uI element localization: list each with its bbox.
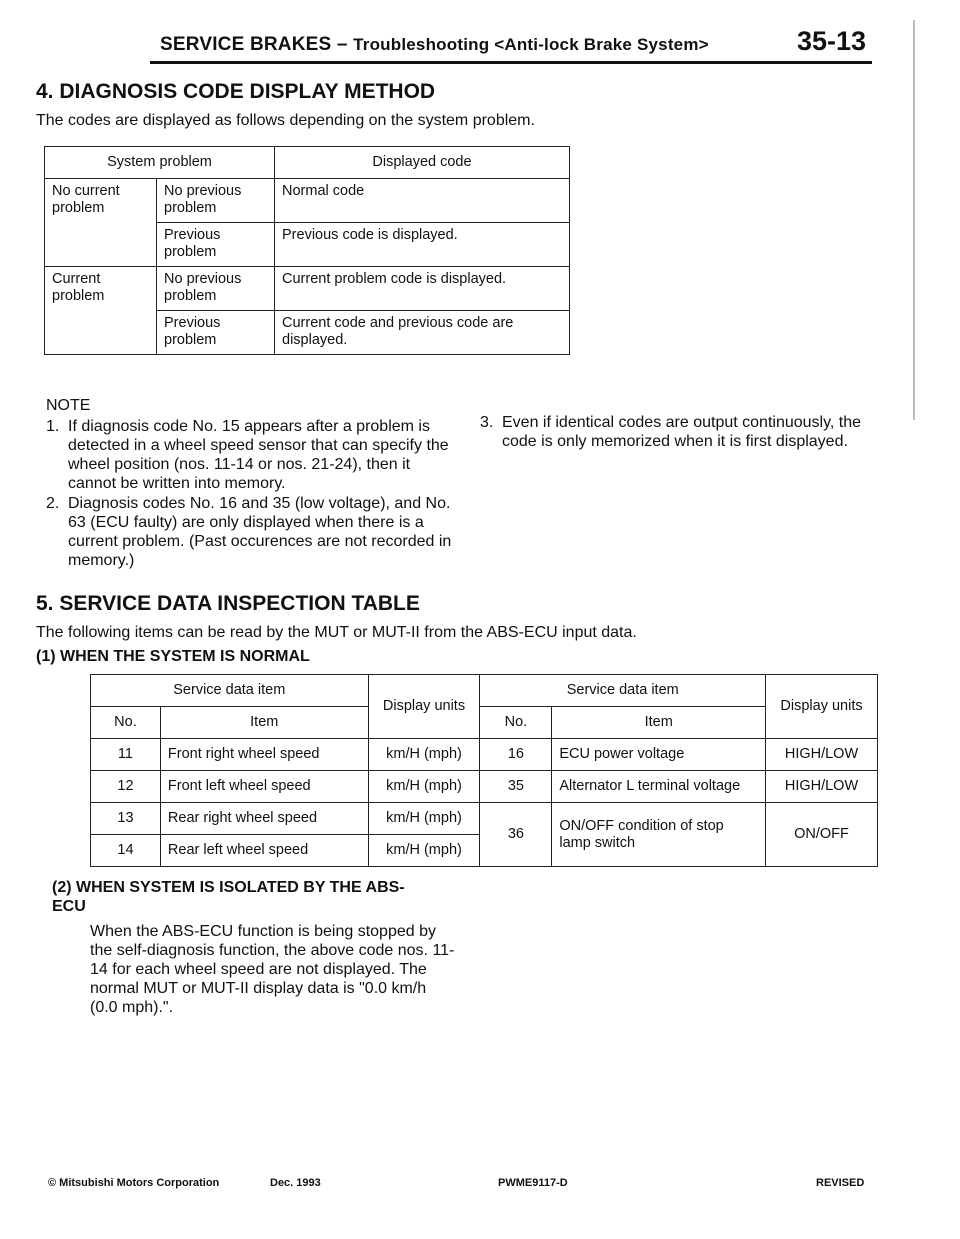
row-item: Front right wheel speed bbox=[160, 739, 368, 771]
h-no: No. bbox=[480, 707, 552, 739]
row-no: 11 bbox=[91, 739, 161, 771]
note-text: If diagnosis code No. 15 appears after a problem is detected in a wheel speed sensor that can specify the wheel position (nos. 11-14 or nos. 21-24), then it cannot be written into memory. bbox=[68, 418, 449, 492]
section5-sub2-text: When the ABS-ECU function is being stopped by the self-diagnosis function, the above code nos. 11-14 for each wheel speed are not displayed. The normal MUT or MUT-II display data is "0.0 km/h (0.0 mph).". bbox=[90, 923, 455, 1016]
col-system-problem: System problem bbox=[45, 147, 275, 179]
section4-intro: The codes are displayed as follows depending on the system problem. bbox=[36, 112, 535, 129]
footer-status: REVISED bbox=[816, 1177, 865, 1189]
col-displayed-code: Displayed code bbox=[275, 147, 570, 179]
group-current: Current problem bbox=[45, 267, 157, 355]
note-item bbox=[46, 417, 456, 493]
row-units: ON/OFF bbox=[766, 803, 878, 867]
row-no: 36 bbox=[480, 803, 552, 867]
row-item: ECU power voltage bbox=[552, 739, 766, 771]
row-no: 12 bbox=[91, 771, 161, 803]
sub-cell: Previous problem bbox=[157, 311, 275, 355]
row-units: HIGH/LOW bbox=[766, 771, 878, 803]
header-dash: – bbox=[336, 34, 348, 55]
h-service-item: Service data item bbox=[480, 675, 766, 707]
page-number: 35-13 bbox=[796, 26, 866, 56]
h-display-units: Display units bbox=[368, 675, 480, 739]
code-cell: Current code and previous code are displayed. bbox=[275, 311, 570, 355]
footer-code: PWME9117-D bbox=[498, 1177, 568, 1189]
row-units: km/H (mph) bbox=[368, 739, 480, 771]
note-num: 1. bbox=[46, 418, 60, 435]
row-units: HIGH/LOW bbox=[766, 739, 878, 771]
section5-intro: The following items can be read by the MUT or MUT-II from the ABS-ECU input data. bbox=[36, 624, 637, 641]
page-header bbox=[150, 22, 872, 64]
group-no-current: No current problem bbox=[45, 179, 157, 267]
row-no: 14 bbox=[91, 835, 161, 867]
code-cell: Previous code is displayed. bbox=[275, 223, 570, 267]
row-item: Front left wheel speed bbox=[160, 771, 368, 803]
note-num: 2. bbox=[46, 495, 60, 512]
row-units: km/H (mph) bbox=[368, 835, 480, 867]
h-no: No. bbox=[91, 707, 161, 739]
sub-cell: Previous problem bbox=[157, 223, 275, 267]
note-num: 3. bbox=[480, 414, 494, 431]
note-text: Even if identical codes are output continuously, the code is only memorized when it is first displayed. bbox=[502, 414, 862, 450]
row-units: km/H (mph) bbox=[368, 771, 480, 803]
h-display-units: Display units bbox=[766, 675, 878, 739]
note-label: NOTE bbox=[46, 397, 91, 414]
section5-sub2: (2) WHEN SYSTEM IS ISOLATED BY THE ABS-ECU bbox=[52, 879, 405, 915]
note-block-right bbox=[480, 413, 878, 452]
footer-date: Dec. 1993 bbox=[270, 1177, 321, 1189]
header-subtitle: Troubleshooting <Anti-lock Brake System> bbox=[353, 35, 709, 54]
row-no: 16 bbox=[480, 739, 552, 771]
row-item: Rear right wheel speed bbox=[160, 803, 368, 835]
row-item: ON/OFF condition of stop lamp switch bbox=[552, 803, 766, 867]
row-no: 13 bbox=[91, 803, 161, 835]
sub-cell: No previous problem bbox=[157, 179, 275, 223]
footer-copyright: © Mitsubishi Motors Corporation bbox=[48, 1177, 220, 1189]
h-item: Item bbox=[160, 707, 368, 739]
diagnosis-code-table bbox=[44, 146, 570, 355]
section4-heading: 4. DIAGNOSIS CODE DISPLAY METHOD bbox=[36, 80, 436, 103]
margin-line bbox=[913, 20, 915, 420]
note-text: Diagnosis codes No. 16 and 35 (low voltage), and No. 63 (ECU faulty) are only displayed when there is a current problem. (Past occurences are not recorded in memory.) bbox=[68, 495, 452, 569]
header-title bbox=[160, 34, 709, 56]
row-units: km/H (mph) bbox=[368, 803, 480, 835]
header-section: SERVICE BRAKES bbox=[160, 34, 332, 55]
service-data-table bbox=[90, 674, 878, 867]
row-no: 35 bbox=[480, 771, 552, 803]
note-item bbox=[46, 494, 456, 570]
row-item: Rear left wheel speed bbox=[160, 835, 368, 867]
section5-sub1: (1) WHEN THE SYSTEM IS NORMAL bbox=[36, 648, 310, 665]
code-cell: Normal code bbox=[275, 179, 570, 223]
code-cell: Current problem code is displayed. bbox=[275, 267, 570, 311]
sub-cell: No previous problem bbox=[157, 267, 275, 311]
note-block-left bbox=[46, 396, 456, 571]
row-item: Alternator L terminal voltage bbox=[552, 771, 766, 803]
section5-heading: 5. SERVICE DATA INSPECTION TABLE bbox=[36, 592, 420, 615]
h-item: Item bbox=[552, 707, 766, 739]
note-item bbox=[480, 413, 878, 451]
h-service-item: Service data item bbox=[91, 675, 369, 707]
